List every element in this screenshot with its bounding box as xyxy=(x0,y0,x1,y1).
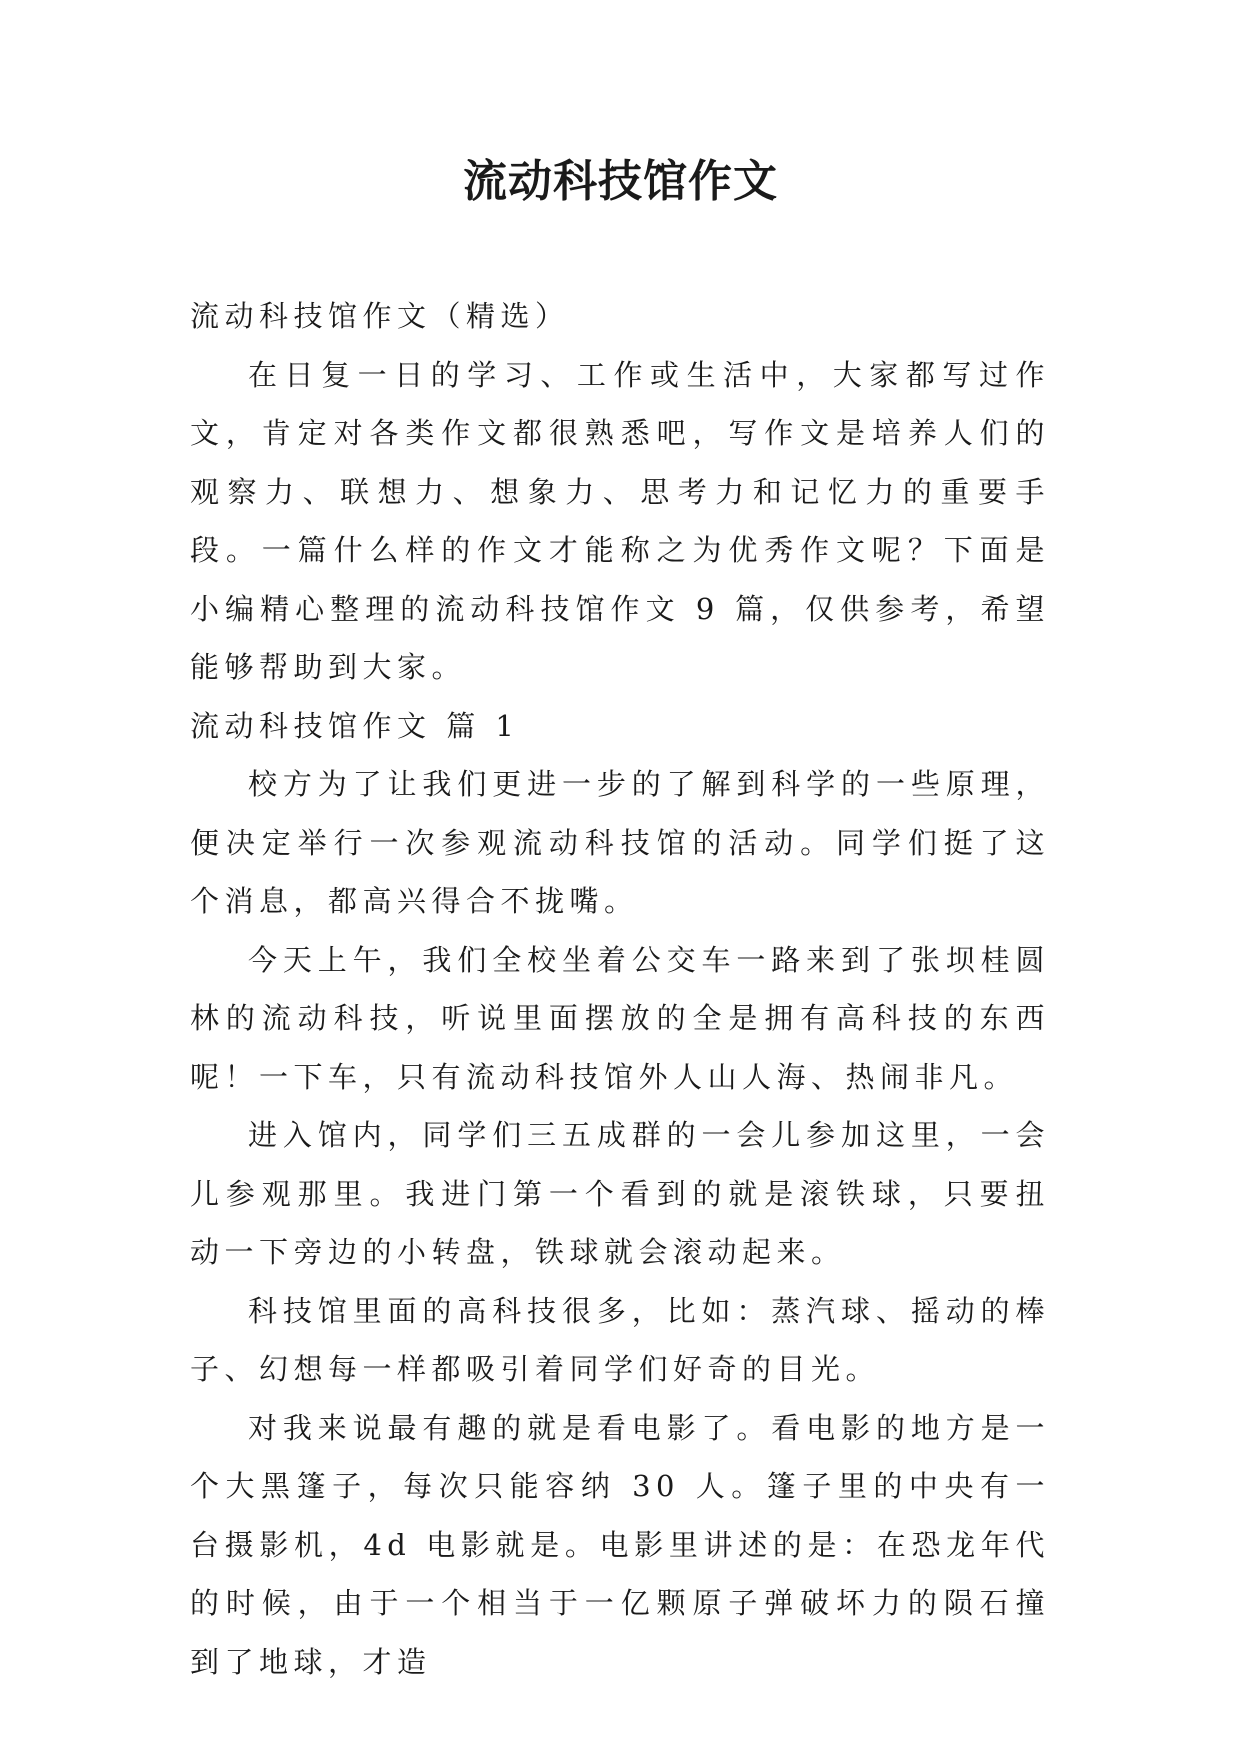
body-paragraph: 今天上午，我们全校坐着公交车一路来到了张坝桂圆林的流动科技，听说里面摆放的全是拥有高科技的东西呢！一下车，只有流动科技馆外人山人海、热闹非凡。 xyxy=(190,942,1050,1094)
body-paragraph: 进入馆内，同学们三五成群的一会儿参加这里，一会儿参观那里。我进门第一个看到的就是滚铁球，只要扭动一下旁边的小转盘，铁球就会滚动起来。 xyxy=(190,1118,1050,1269)
intro-paragraph: 在日复一日的学习、工作或生活中，大家都写过作文，肯定对各类作文都很熟悉吧，写作文是培养人们的观察力、联想力、想象力、思考力和记忆力的重要手段。一篇什么样的作文才能称之为优秀作文呢？下面是小编精心整理的流动科技馆作文 9 篇，仅供参考，希望能够帮助到大家。 xyxy=(190,357,1050,684)
body-paragraph: 科技馆里面的高科技很多，比如：蒸汽球、摇动的棒子、幻想每一样都吸引着同学们好奇的目光。 xyxy=(190,1293,1050,1386)
section-heading: 流动科技馆作文 篇 1 xyxy=(190,708,520,743)
document-title: 流动科技馆作文 xyxy=(463,156,778,207)
body-paragraph: 对我来说最有趣的就是看电影了。看电影的地方是一个大黑篷子，每次只能容纳 30 人。篷子里的中央有一台摄影机，4d 电影就是。电影里讲述的是：在恐龙年代的时候，由于一个相当于一亿颗原子弹破坏力的陨石撞到了地球，才造 xyxy=(190,1410,1050,1679)
document-body xyxy=(190,287,1050,1691)
body-paragraph: 校方为了让我们更进一步的了解到科学的一些原理，便决定举行一次参观流动科技馆的活动。同学们挺了这个消息，都高兴得合不拢嘴。 xyxy=(190,767,1050,918)
document-subtitle: 流动科技馆作文（精选） xyxy=(190,299,570,333)
